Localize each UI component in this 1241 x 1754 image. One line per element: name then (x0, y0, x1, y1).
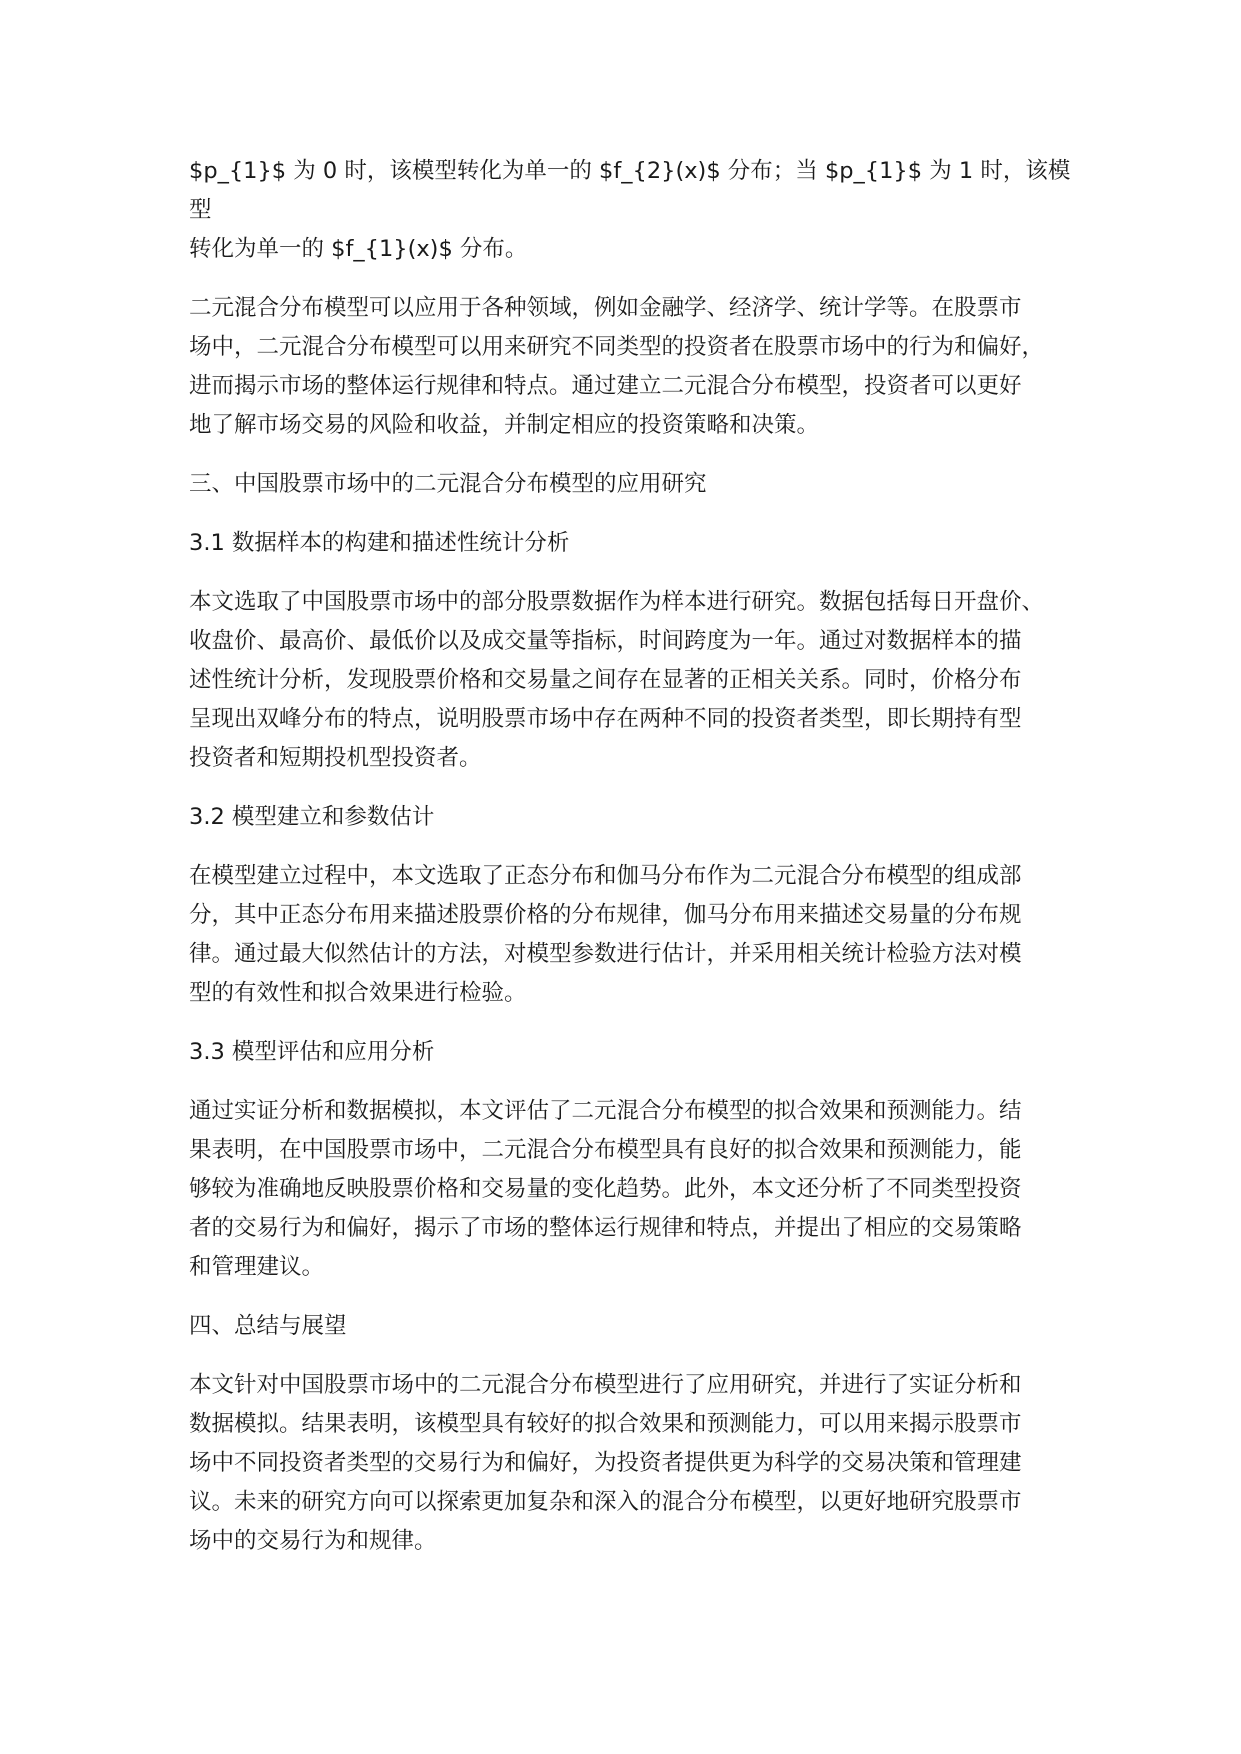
document-body (189, 152, 1079, 1581)
subsection-heading-3-2 (189, 798, 1079, 837)
text-line: 议。未来的研究方向可以探索更加复杂和深入的混合分布模型，以更好地研究股票市 (189, 1489, 1022, 1515)
subsection-heading-3-3 (189, 1033, 1079, 1072)
section-heading-3 (189, 465, 1079, 504)
text-line: 四、总结与展望 (189, 1313, 347, 1339)
text-line: 二元混合分布模型可以应用于各种领域，例如金融学、经济学、统计学等。在股票市 (189, 295, 1022, 321)
text-line: 本文针对中国股票市场中的二元混合分布模型进行了应用研究，并进行了实证分析和 (189, 1372, 1022, 1398)
paragraph-data-sample (189, 583, 1079, 778)
paragraph-model-estimation (189, 857, 1079, 1013)
text-line: 和管理建议。 (189, 1254, 325, 1280)
text-line: 进而揭示市场的整体运行规律和特点。通过建立二元混合分布模型，投资者可以更好 (189, 373, 1022, 399)
text-line: 3.3 模型评估和应用分析 (189, 1039, 435, 1065)
text-line: 本文选取了中国股票市场中的部分股票数据作为样本进行研究。数据包括每日开盘价、 (189, 589, 1045, 615)
paragraph-model-applications (189, 289, 1079, 445)
text-line: 分，其中正态分布用来描述股票价格的分布规律，伽马分布用来描述交易量的分布规 (189, 902, 1022, 928)
subsection-heading-3-1 (189, 524, 1079, 563)
text-line: 投资者和短期投机型投资者。 (189, 745, 482, 771)
text-line: 呈现出双峰分布的特点，说明股票市场中存在两种不同的投资者类型，即长期持有型 (189, 706, 1022, 732)
section-heading-4 (189, 1307, 1079, 1346)
text-line: 场中，二元混合分布模型可以用来研究不同类型的投资者在股票市场中的行为和偏好， (189, 334, 1045, 360)
text-line: 数据模拟。结果表明，该模型具有较好的拟合效果和预测能力，可以用来揭示股票市 (189, 1411, 1022, 1437)
text-line: 型的有效性和拟合效果进行检验。 (189, 980, 527, 1006)
paragraph-mixture-special-case (189, 152, 1079, 269)
text-line: 述性统计分析，发现股票价格和交易量之间存在显著的正相关关系。同时，价格分布 (189, 667, 1022, 693)
text-line: 够较为准确地反映股票价格和交易量的变化趋势。此外，本文还分析了不同类型投资 (189, 1176, 1022, 1202)
text-line: $p_{1}$ 为 0 时，该模型转化为单一的 $f_{2}(x)$ 分布；当 $p_{1}$ 为 1 时，该模型 (189, 158, 1071, 223)
text-line: 转化为单一的 $f_{1}(x)$ 分布。 (189, 236, 528, 262)
paragraph-conclusion (189, 1366, 1079, 1561)
text-line: 在模型建立过程中，本文选取了正态分布和伽马分布作为二元混合分布模型的组成部 (189, 863, 1022, 889)
text-line: 通过实证分析和数据模拟，本文评估了二元混合分布模型的拟合效果和预测能力。结 (189, 1098, 1022, 1124)
text-line: 3.2 模型建立和参数估计 (189, 804, 435, 830)
text-line: 地了解市场交易的风险和收益，并制定相应的投资策略和决策。 (189, 412, 820, 438)
text-line: 场中不同投资者类型的交易行为和偏好，为投资者提供更为科学的交易决策和管理建 (189, 1450, 1022, 1476)
text-line: 3.1 数据样本的构建和描述性统计分析 (189, 530, 570, 556)
paragraph-model-evaluation (189, 1092, 1079, 1287)
text-line: 场中的交易行为和规律。 (189, 1528, 437, 1554)
text-line: 果表明，在中国股票市场中，二元混合分布模型具有良好的拟合效果和预测能力，能 (189, 1137, 1022, 1163)
text-line: 者的交易行为和偏好，揭示了市场的整体运行规律和特点，并提出了相应的交易策略 (189, 1215, 1022, 1241)
text-line: 收盘价、最高价、最低价以及成交量等指标，时间跨度为一年。通过对数据样本的描 (189, 628, 1022, 654)
text-line: 三、中国股票市场中的二元混合分布模型的应用研究 (189, 471, 707, 497)
text-line: 律。通过最大似然估计的方法，对模型参数进行估计，并采用相关统计检验方法对模 (189, 941, 1022, 967)
